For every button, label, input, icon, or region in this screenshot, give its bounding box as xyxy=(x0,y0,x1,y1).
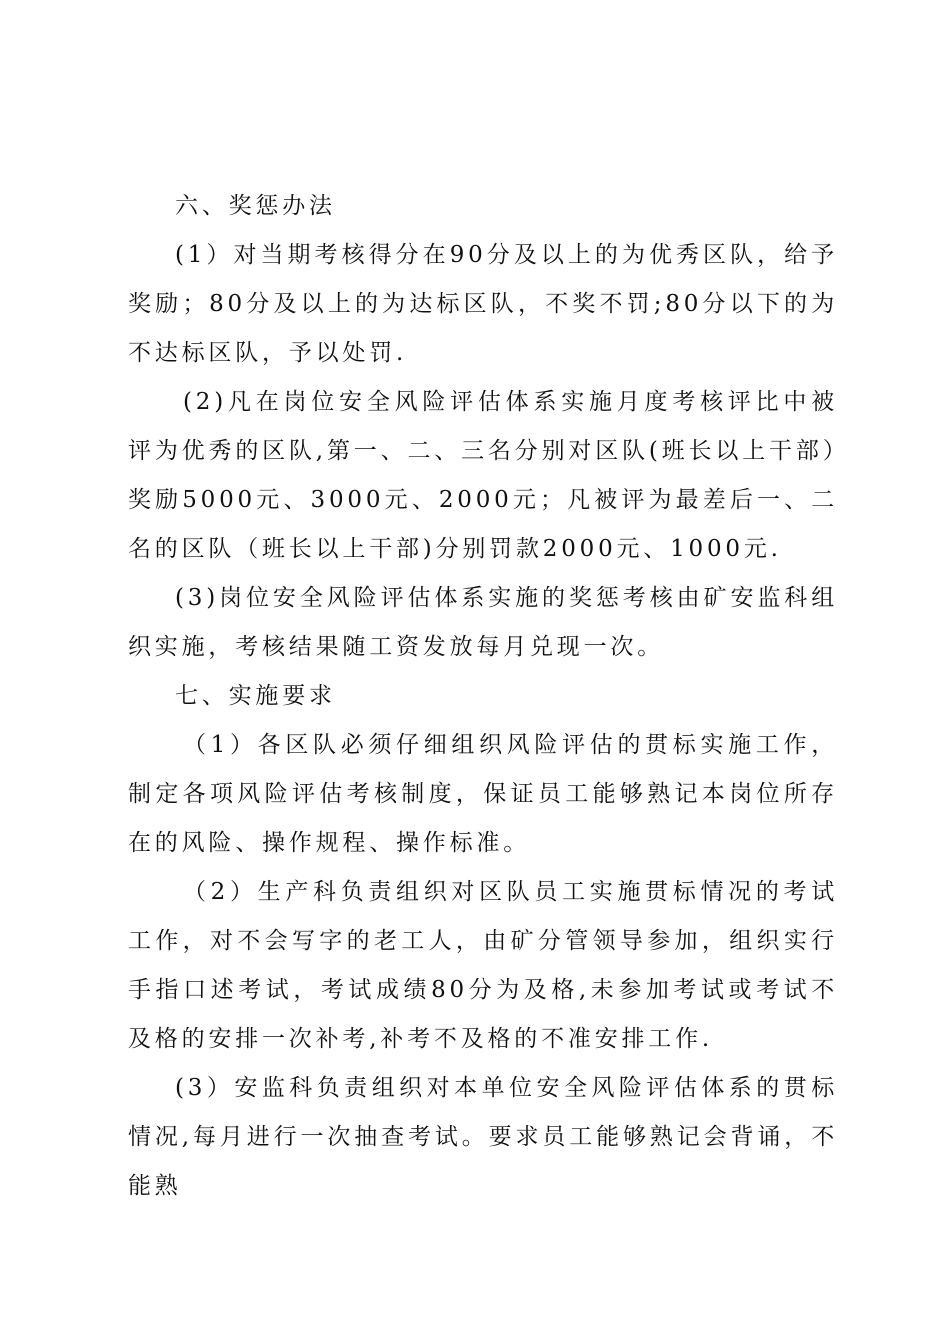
section-heading-requirements: 七、实施要求 xyxy=(175,683,336,709)
section-heading-rewards: 六、奖惩办法 xyxy=(175,193,336,219)
paragraph-requirement-item-3: (3）安监科负责组织对本单位安全风险评估体系的贯标情况,每月进行一次抽查考试。要求员工能够熟记会背诵，不能熟 xyxy=(128,1075,838,1199)
paragraph-reward-item-1: (1）对当期考核得分在90分及以上的为优秀区队，给予奖励；80分及以上的为达标区队，不奖不罚;80分以下的为不达标区队，予以处罚. xyxy=(128,242,838,366)
paragraph-requirement-item-1: （1）各区队必须仔细组织风险评估的贯标实施工作，制定各项风险评估考核制度，保证员工能够熟记本岗位所存在的风险、操作规程、操作标准。 xyxy=(128,732,838,856)
paragraph-reward-item-2: (2)凡在岗位安全风险评估体系实施月度考核评比中被评为优秀的区队,第一、二、三名分别对区队(班长以上干部）奖励5000元、3000元、2000元；凡被评为最差后一、二名的区队（班长以上干部)分别罚款2000元、1000元. xyxy=(128,389,838,562)
paragraph-requirement-item-2: （2）生产科负责组织对区队员工实施贯标情况的考试工作，对不会写字的老工人，由矿分管领导参加，组织实行手指口述考试，考试成绩80分为及格,未参加考试或考试不及格的安排一次补考,补考不及格的不准安排工作. xyxy=(128,879,838,1052)
paragraph-reward-item-3: (3)岗位安全风险评估体系实施的奖惩考核由矿安监科组织实施，考核结果随工资发放每月兑现一次。 xyxy=(128,585,838,660)
document-body xyxy=(128,182,838,1211)
